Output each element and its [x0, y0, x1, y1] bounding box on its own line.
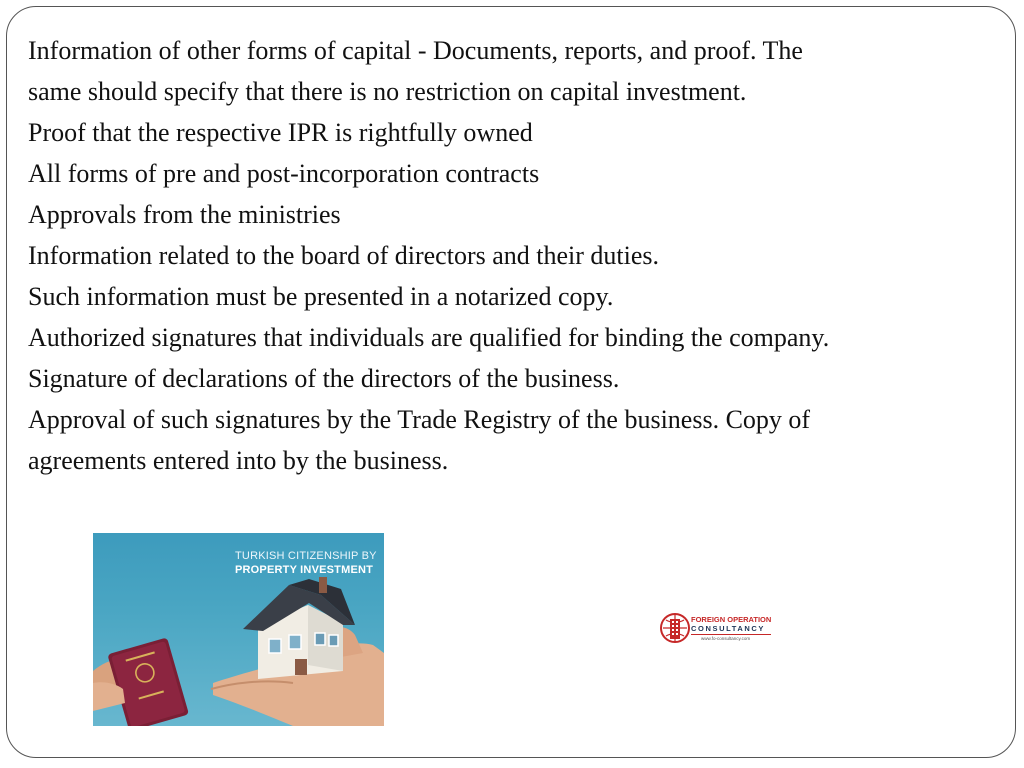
text-line: Proof that the respective IPR is rightfully owned — [28, 118, 533, 147]
promo-image — [93, 533, 384, 726]
logo-name-line1: FOREIGN OPERATION — [691, 615, 772, 624]
text-line: Such information must be presented in a notarized copy. — [28, 282, 614, 311]
logo-name-line2: CONSULTANCY — [691, 624, 765, 633]
text-line: agreements entered into by the business. — [28, 446, 449, 475]
logo-wordmark — [691, 615, 771, 642]
globe-building-logo-icon — [659, 610, 695, 646]
text-line: Authorized signatures that individuals are qualified for binding the company. — [28, 323, 830, 352]
promo-title — [235, 549, 377, 577]
text-line: All forms of pre and post-incorporation contracts — [28, 159, 540, 188]
text-line: same should specify that there is no restriction on capital investment. — [28, 77, 747, 106]
company-logo — [659, 610, 789, 646]
text-line: Signature of declarations of the directors of the business. — [28, 364, 620, 393]
text-line: Approvals from the ministries — [28, 200, 341, 229]
text-line: Information of other forms of capital - Documents, reports, and proof. The — [28, 36, 803, 65]
promo-title-line2: PROPERTY INVESTMENT — [235, 564, 374, 576]
text-line: Information related to the board of directors and their duties. — [28, 241, 660, 270]
logo-website: www.fo-consultancy.com — [691, 634, 771, 642]
text-line: Approval of such signatures by the Trade Registry of the business. Copy of — [28, 405, 811, 434]
promo-title-line1: TURKISH CITIZENSHIP BY — [235, 550, 377, 562]
body-text — [28, 30, 988, 481]
